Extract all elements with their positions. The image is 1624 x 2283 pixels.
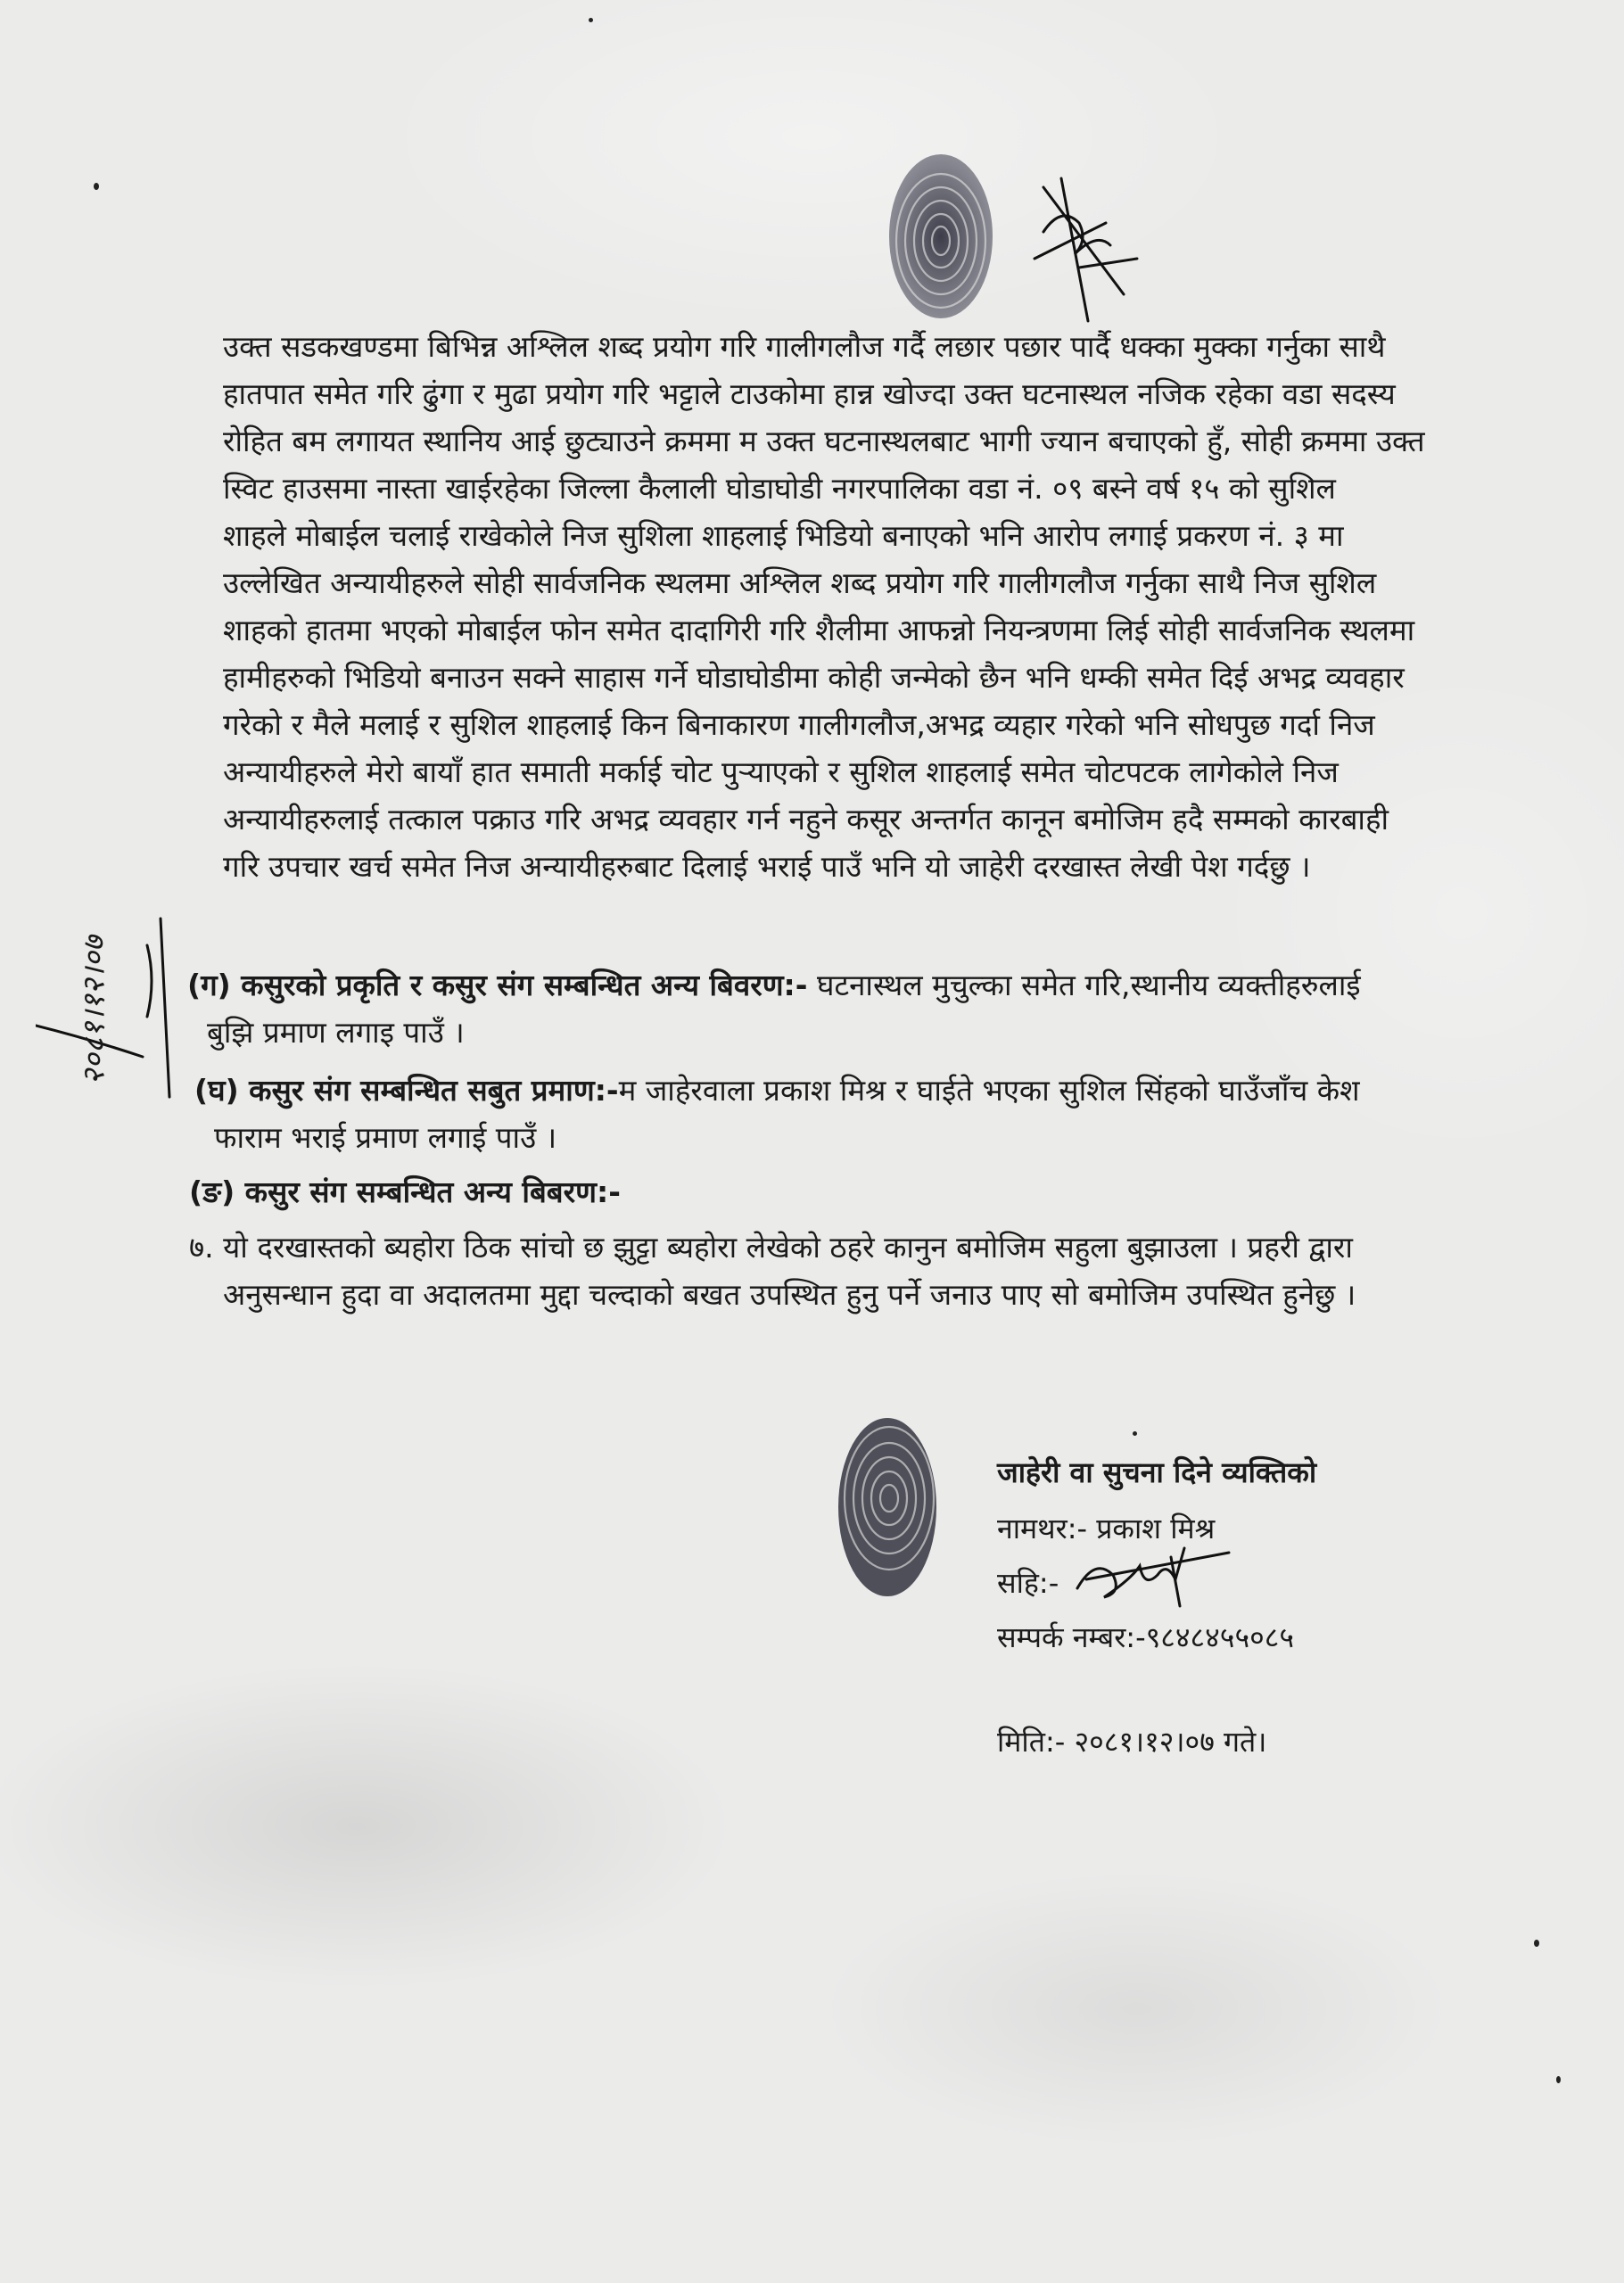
initials-signature-top (1026, 169, 1142, 330)
body-line: अन्यायीहरुले मेरो बायाँ हात समाती मर्काई चोट पुऱ्याएको र सुशिल शाहलाई समेत चोटपटक लागेकोले निज (223, 754, 1339, 789)
margin-date-text: २०८१।१२।०७ (76, 935, 112, 1085)
paper-speck (1556, 2076, 1561, 2083)
paper-speck (589, 18, 593, 22)
body-line: शाहको हातमा भएको मोबाईल फोन समेत दादागिरी गरि शैलीमा आफन्नो नियन्त्रणमा लिई सोही सार्वजनिक स्थलमा (223, 613, 1415, 647)
paper-speck (94, 183, 99, 190)
signature-block-title: जाहेरी वा सुचना दिने व्यक्तिको (997, 1455, 1317, 1489)
section-ga (187, 961, 1361, 1056)
section-7-line1: ७. यो दरखास्तको ब्यहोरा ठिक सांचो छ झुट्टा ब्यहोरा लेखेको ठहरे कानुन बमोजिम सहुला बुझाउला । प्रहरी द्वारा (189, 1230, 1353, 1265)
section-7-line2: अनुसन्धान हुदा वा अदालतमा मुद्दा चल्दाको बखत उपस्थित हुनु पर्ने जनाउ पाए सो बमोजिम उपस्थित हुनेछु । (223, 1277, 1356, 1312)
body-line: उक्त सडकखण्डमा बिभिन्न अश्लिल शब्द प्रयोग गरि गालीगलौज गर्दै लछार पछार पार्दै धक्का मुक्का गर्नुका साथै (223, 329, 1386, 364)
body-line: हामीहरुको भिडियो बनाउन सक्ने साहास गर्ने घोडाघोडीमा कोही जन्मेको छैन भनि धम्की समेत दिई अभद्र व्यवहार (223, 660, 1405, 695)
section-gha-heading: (घ) कसुर संग सम्बन्धित सबुत प्रमाण:- (194, 1073, 619, 1108)
paper-speck (1534, 1940, 1539, 1947)
section-7-declaration (189, 1224, 1356, 1318)
body-line: अन्यायीहरुलाई तत्काल पक्राउ गरि अभद्र व्यवहार गर्न नहुने कसूर अन्तर्गत कानून बमोजिम हदै सम्मको कारबाही (223, 802, 1389, 837)
section-nga (189, 1168, 621, 1216)
body-line: स्विट हाउसमा नास्ता खाईरहेका जिल्ला कैलाली घोडाघोडी नगरपालिका वडा नं. ०९ बस्ने वर्ष १५ को सुशिल (223, 471, 1336, 506)
document-date: मिति:- २०८१।१२।०७ गते। (997, 1725, 1267, 1759)
complainant-name: नामथर:- प्रकाश मिश्र (997, 1512, 1216, 1545)
section-nga-heading: (ङ) कसुर संग सम्बन्धित अन्य बिबरण:- (189, 1174, 621, 1209)
body-line: उल्लेखित अन्यायीहरुले सोही सार्वजनिक स्थलमा अश्लिल शब्द प्रयोग गरि गालीगलौज गर्नुका साथै निज सुशिल (223, 565, 1377, 600)
margin-handwritten-note (36, 892, 178, 1124)
paper-speck (1133, 1431, 1137, 1436)
complaint-body-paragraph (223, 323, 1561, 890)
thumbprint-bottom (834, 1413, 941, 1601)
body-line: शाहले मोबाईल चलाई राखेकोले निज सुशिला शाहलाई भिडियो बनाएको भनि आरोप लगाई प्रकरण नं. ३ मा (223, 518, 1344, 553)
body-line: हातपात समेत गरि ढुंगा र मुढा प्रयोग गरि भट्टाले टाउकोमा हान्न खोज्दा उक्त घटनास्थल नजिक रहेका वडा सदस्य (223, 376, 1396, 411)
handwritten-signature (1068, 1539, 1238, 1611)
body-line: गरेको र मैले मलाई र सुशिल शाहलाई किन बिनाकारण गालीगलौज,अभद्र व्यहार गरेको भनि सोधपुछ गर्दा निज (223, 707, 1375, 742)
body-line: रोहित बम लगायत स्थानिय आई छुट्याउने क्रममा म उक्त घटनास्थलबाट भागी ज्यान बचाएको हुँ, सोही क्रममा उक्त (223, 424, 1425, 458)
section-ga-continuation: बुझि प्रमाण लगाइ पाउँ । (207, 1015, 465, 1050)
signature-label: सहि:- (997, 1566, 1059, 1600)
body-line: गरि उपचार खर्च समेत निज अन्यायीहरुबाट दिलाई भराई पाउँ भनि यो जाहेरी दरखास्त लेखी पेश गर्दछु । (223, 849, 1311, 884)
signature-block (997, 1448, 1316, 1767)
section-gha (194, 1067, 1360, 1161)
section-ga-text: घटनास्थल मुचुल्का समेत गरि,स्थानीय व्यक्तीहरुलाई (807, 968, 1361, 1002)
signature-row (997, 1559, 1316, 1608)
section-ga-heading: (ग) कसुरको प्रकृति र कसुर संग सम्बन्धित अन्य बिवरण:- (187, 968, 808, 1002)
thumbprint-top (883, 147, 999, 326)
section-gha-text: म जाहेरवाला प्रकाश मिश्र र घाईते भएका सुशिल सिंहको घाउँजाँच केश (618, 1073, 1360, 1108)
contact-number: सम्पर्क नम्बर:-९८४८४५५०८५ (997, 1620, 1295, 1654)
section-gha-continuation: फाराम भराई प्रमाण लगाई पाउँ । (214, 1120, 557, 1155)
